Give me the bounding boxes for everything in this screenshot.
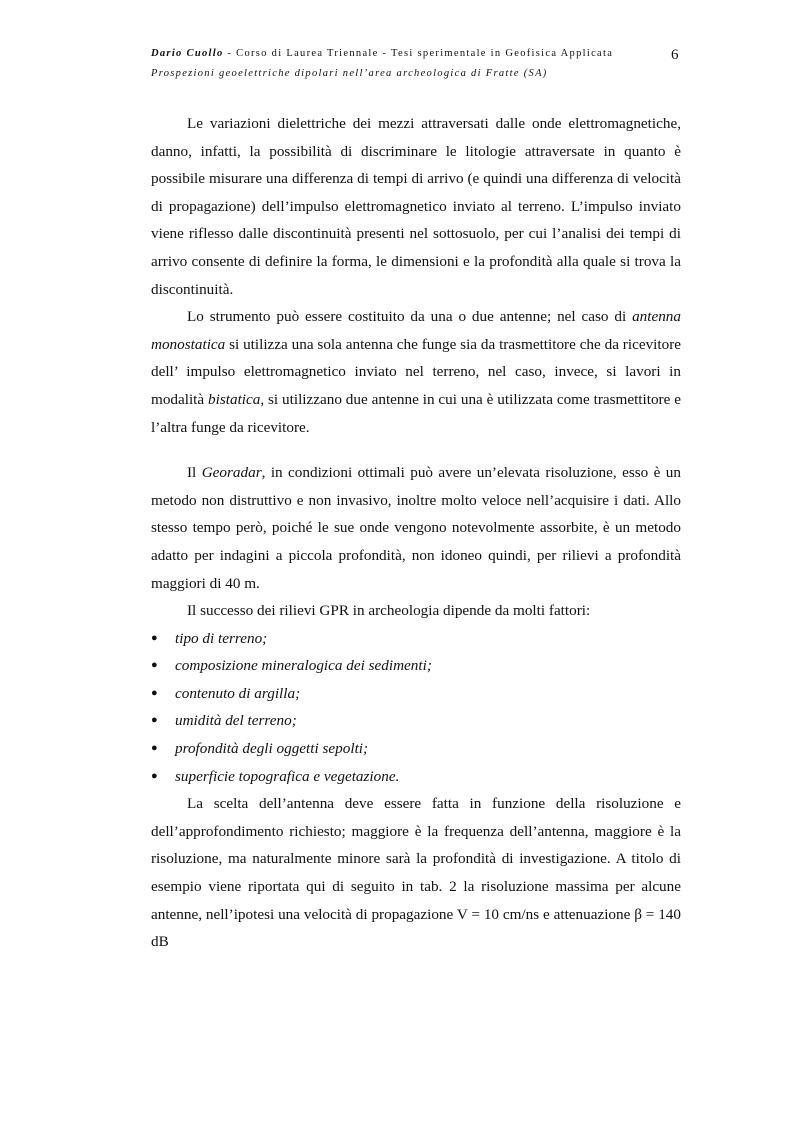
bullet-icon: ● — [151, 686, 158, 699]
paragraph-antennas-text-a: Lo strumento può essere costituito da una o due antenne; nel caso di — [187, 308, 633, 326]
page-body — [151, 110, 681, 956]
list-item — [151, 735, 681, 763]
header-subtitle: Prospezioni geoelettriche dipolari nell’area archeologica di Fratte (SA) — [151, 68, 548, 79]
paragraph-antennas — [151, 303, 681, 441]
bullet-icon: ● — [151, 769, 158, 782]
page-number: 6 — [671, 47, 679, 63]
factor-text: contenuto di argilla; — [175, 684, 301, 702]
factor-text: composizione mineralogica dei sedimenti; — [175, 657, 432, 675]
bullet-icon: ● — [151, 742, 158, 755]
bullet-icon: ● — [151, 631, 158, 644]
paragraph-gap — [151, 441, 681, 459]
factor-text: profondità degli oggetti sepolti; — [175, 740, 369, 758]
factor-text: superficie topografica e vegetazione. — [175, 767, 400, 785]
list-item — [151, 625, 681, 653]
paragraph-georadar — [151, 459, 681, 597]
paragraph-antennas-text-b: si utilizza una sola antenna che funge sia da trasmettitore che da ricevitore dell’ impulso elettromagnetico inviato nel terreno, nel caso, invece, si lavori in modalità — [151, 335, 681, 408]
bullet-icon: ● — [151, 714, 158, 727]
list-item — [151, 707, 681, 735]
paragraph-dielectric: Le variazioni dielettriche dei mezzi attraversati dalle onde elettromagnetiche, danno, infatti, la possibilità di discriminare le litologie attraversate in quanto è possibile misurare una differenza di tempi di arrivo (e quindi una differenza di velocità di propagazione) dell’impulso elettromagnetico inviato al terreno. L’impulso inviato viene riflesso dalle discontinuità presenti nel sottosuolo, per cui l’analisi dei tempi di arrivo consente di definire la forma, le dimensioni e la profondità alla quale si trova la discontinuità. — [151, 115, 681, 298]
paragraph-georadar-text-a: Il — [187, 464, 202, 482]
paragraph-georadar-text-b: , in condizioni ottimali può avere un’elevata risoluzione, esso è un metodo non distruttivo e non invasivo, inoltre molto veloce nell’acquisire i dati. Allo stesso tempo però, poiché le sue onde vengono notevolmente assorbite, è un metodo adatto per indagini a piccola profondità, non idoneo quindi, per rilievi a profondità maggiori di 40 m. — [151, 464, 681, 592]
running-header — [151, 44, 691, 84]
list-item — [151, 680, 681, 708]
term-georadar: Georadar — [201, 464, 262, 482]
header-author-line — [151, 44, 691, 64]
paragraph-antenna-choice: La scelta dell’antenna deve essere fatta in funzione della risoluzione e dell’approfondimento richiesto; maggiore è la frequenza dell’antenna, maggiore è la risoluzione, ma naturalmente minore sarà la profondità di investigazione. A titolo di esempio viene riportata qui di seguito in tab. 2 la risoluzione massima per alcune antenne, nell’ipotesi una velocità di propagazione V = 10 cm/ns e attenuazione β = 140 dB — [151, 795, 681, 951]
term-bistatica: bistatica — [208, 390, 261, 408]
header-author: Dario Cuollo — [151, 48, 224, 59]
list-item — [151, 763, 681, 791]
header-course: - Corso di Laurea Triennale - Tesi sperimentale in Geofisica Applicata — [223, 48, 614, 59]
factor-text: umidità del terreno; — [175, 712, 297, 730]
bullet-icon: ● — [151, 659, 158, 672]
term-antenna-monostatica: antenna monostatica — [151, 308, 681, 353]
list-item — [151, 652, 681, 680]
paragraph-antennas-text-c: , si utilizzano due antenne in cui una è utilizzata come trasmettitore e l’altra funge da ricevitore. — [151, 390, 681, 436]
paragraph-factors-intro: Il successo dei rilievi GPR in archeologia dipende da molti fattori: — [187, 602, 591, 620]
factors-list — [151, 625, 681, 791]
factor-text: tipo di terreno; — [175, 629, 268, 647]
